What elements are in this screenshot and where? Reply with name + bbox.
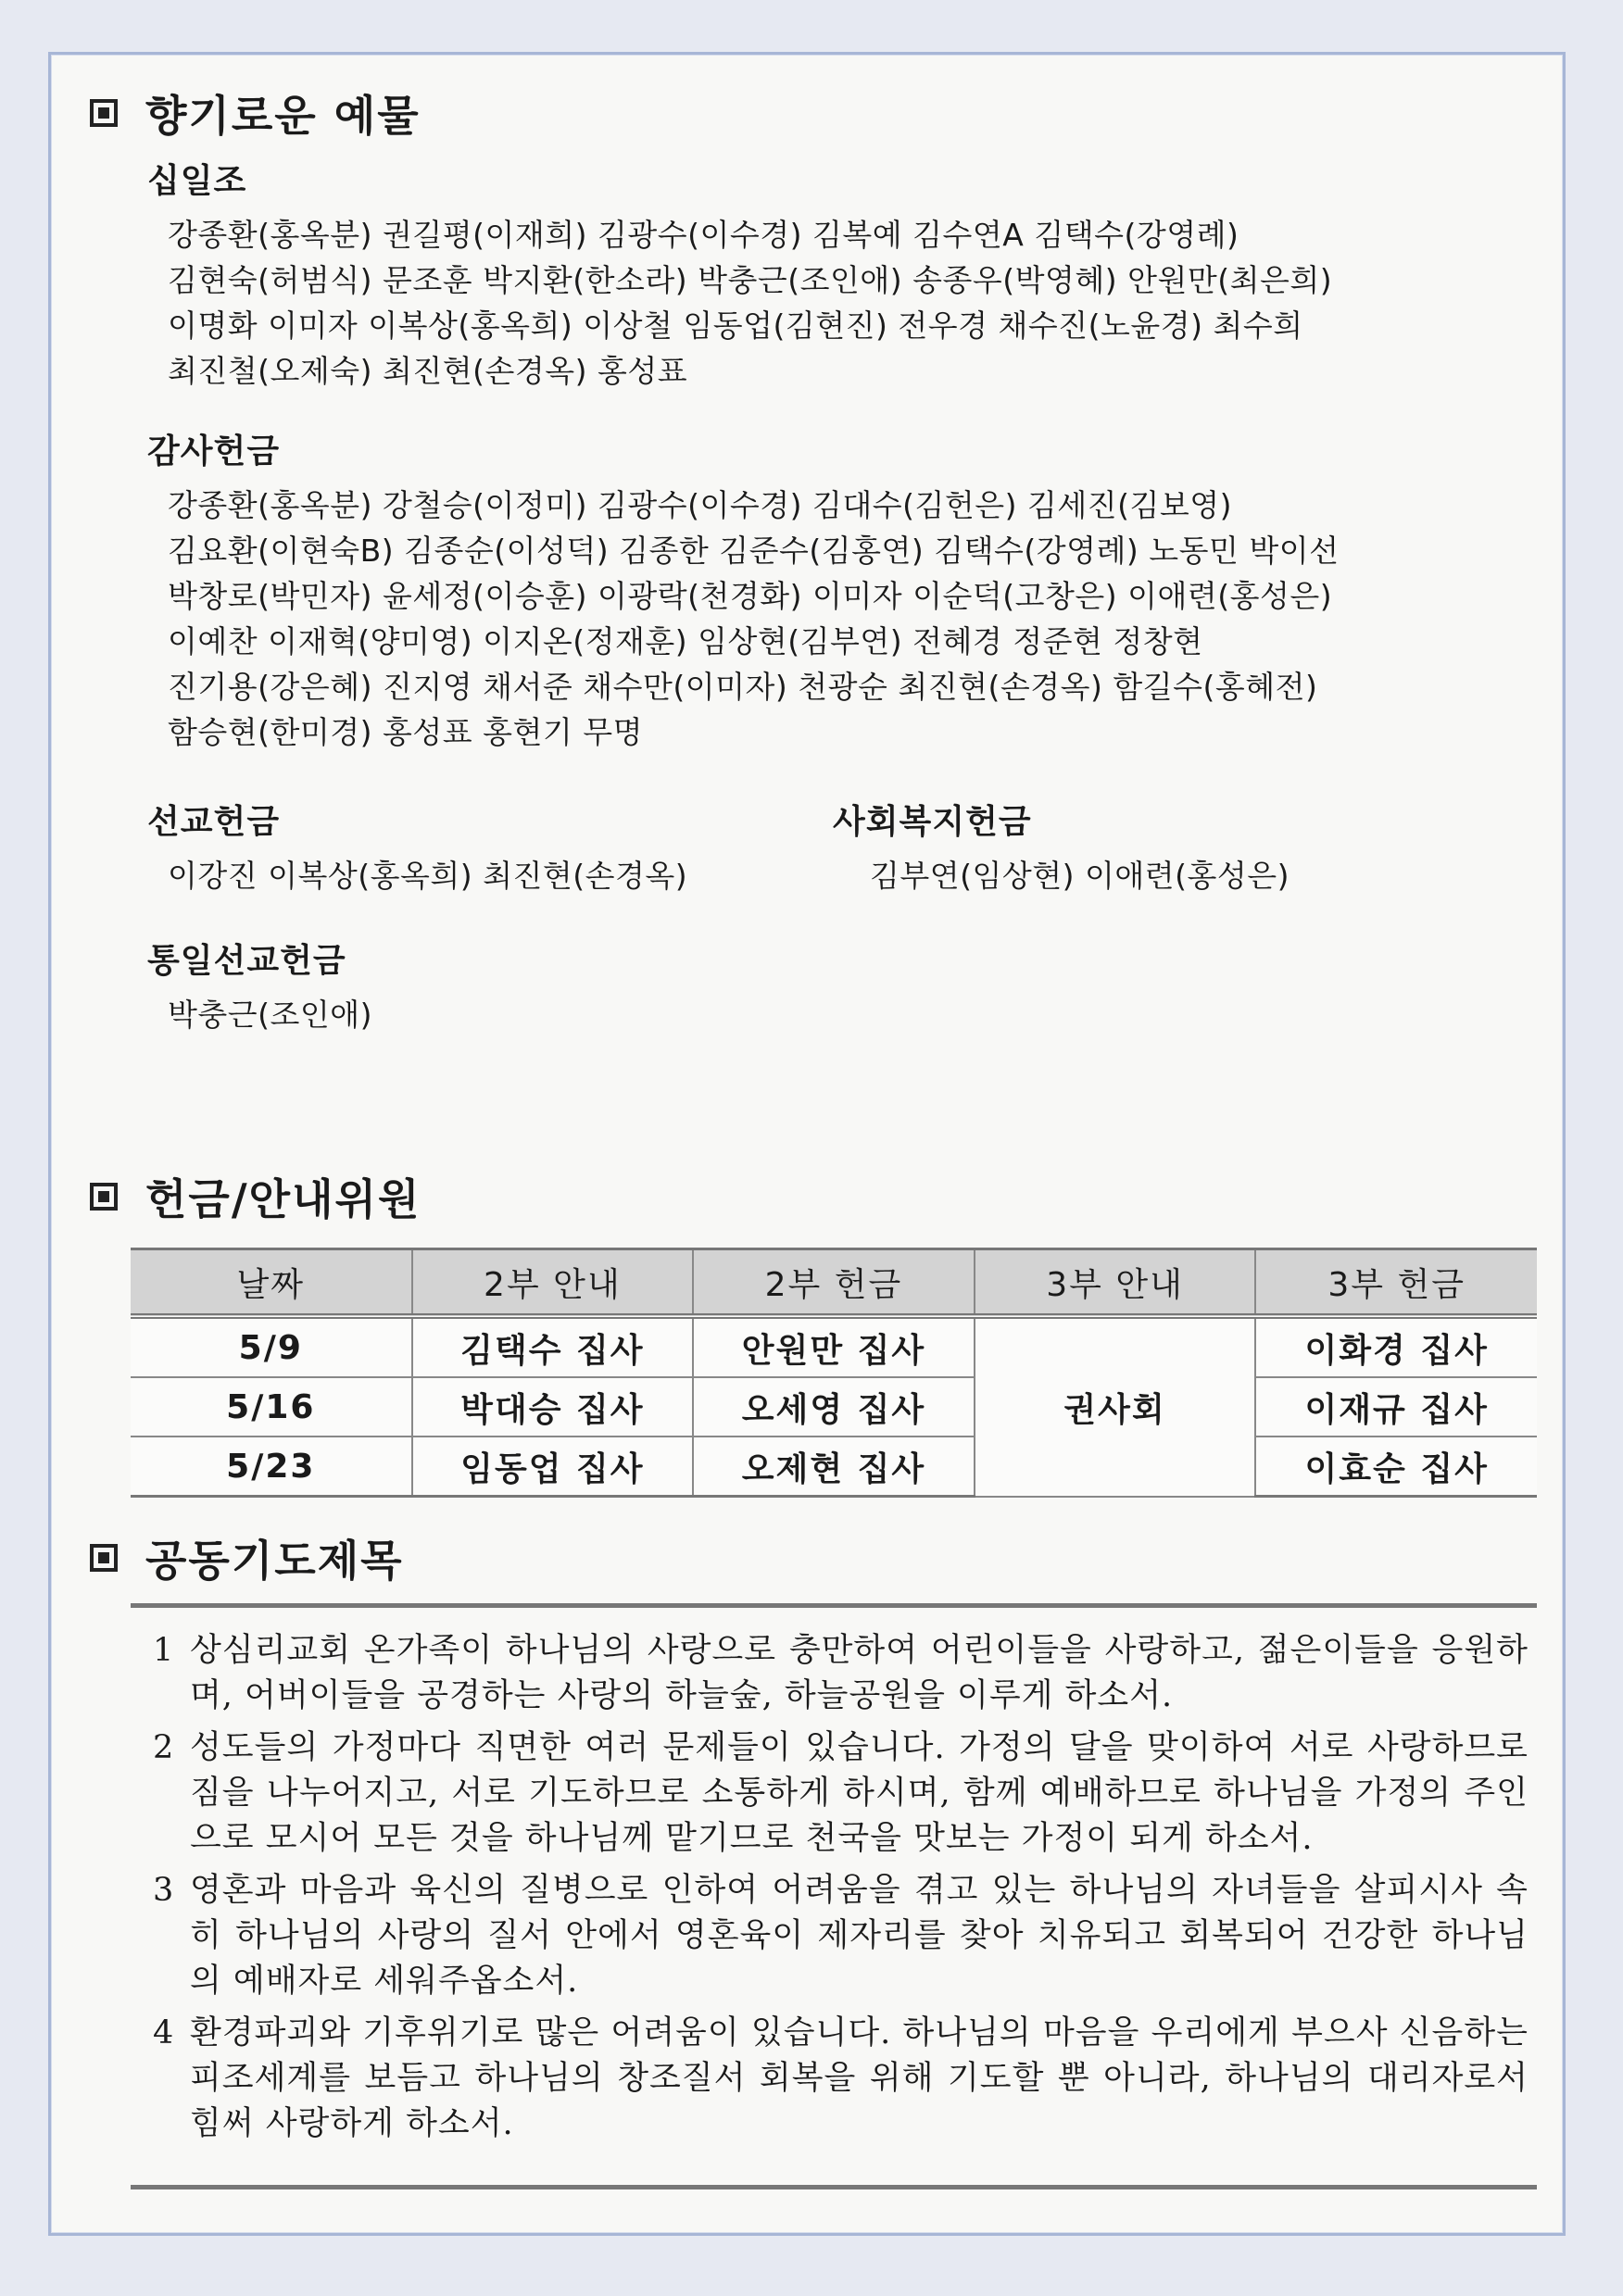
date-cell: 5/9: [131, 1316, 412, 1377]
welfare-names: 김부연(임상현) 이애련(홍성은): [870, 858, 1290, 894]
thanks-names: 강종환(홍옥분) 강철승(이정미) 김광수(이수경) 김대수(김헌은) 김세진(김보영) 김요환(이현숙B) 김종순(이성덕) 김종한 김준수(김홍연) 김택수(강영례) 노동민 박이선 박창로(박민자) 윤세정(이승훈) 이광락(천경화) 이미자 이순덕(고창은) 이애련(홍성은) 이예찬 이재혁(양미영) 이지온(정재훈) 임상현(김부연) 전혜경 정준현 정창현 진기용(강은혜) 진지영 채서준 채수만(이미자) 천광순 최진현(손경옥) 함길수(홍혜전) 함승현(한미경) 홍성표 홍현기 무명: [168, 487, 1340, 750]
date-cell: 5/23: [131, 1437, 412, 1497]
guide2-cell: 박대승 집사: [412, 1377, 694, 1437]
list-item: [153, 1628, 1529, 1719]
prayer-list: [153, 1628, 1529, 2153]
offer3-cell: 이화경 집사: [1255, 1316, 1537, 1377]
square-bullet-icon: [90, 99, 118, 127]
duty-table: [131, 1248, 1537, 1498]
tithe-heading: 십일조: [147, 162, 247, 200]
welfare-heading: 사회복지헌금: [833, 803, 1032, 841]
offerings-title-text: 향기로운 예물: [145, 91, 421, 141]
prayer-number: 1: [153, 1632, 174, 1669]
square-bullet-icon: [90, 1183, 118, 1211]
table-row: [131, 1377, 1537, 1437]
prayer-section-title: [90, 1527, 404, 1588]
duty-table-header-row: [131, 1249, 1537, 1317]
list-item: [153, 1868, 1529, 2004]
offer2-cell: 안원만 집사: [693, 1316, 975, 1377]
prayer-top-rule: [131, 1603, 1537, 1608]
prayer-text: 성도들의 가정마다 직면한 여러 문제들이 있습니다. 가정의 달을 맞이하여 서로 사랑하므로 짐을 나누어지고, 서로 기도하므로 소통하게 하시며, 함께 예배하므로 하나님을 가정의 주인으로 모시어 모든 것을 하나님께 맡기므로 천국을 맛보는 가정이 되게 하소서.: [190, 1729, 1529, 1857]
table-row: [131, 1437, 1537, 1497]
header-date: 날짜: [131, 1249, 412, 1317]
prayer-title-text: 공동기도제목: [145, 1536, 404, 1586]
guide3-merged-cell: 권사회: [975, 1316, 1256, 1497]
duty-section-title: [90, 1166, 421, 1227]
mission-heading: 선교헌금: [147, 803, 281, 841]
thanks-heading: 감사헌금: [147, 433, 281, 470]
offer2-cell: 오제현 집사: [693, 1437, 975, 1497]
prayer-number: 2: [153, 1729, 174, 1766]
header-guide-2: 2부 안내: [412, 1249, 694, 1317]
offer2-cell: 오세영 집사: [693, 1377, 975, 1437]
offer3-cell: 이효순 집사: [1255, 1437, 1537, 1497]
prayer-text: 상심리교회 온가족이 하나님의 사랑으로 충만하여 어린이들을 사랑하고, 젊은이들을 응원하며, 어버이들을 공경하는 사랑의 하늘숲, 하늘공원을 이루게 하소서.: [190, 1632, 1529, 1714]
prayer-number: 4: [153, 2014, 174, 2051]
mission-names: 이강진 이복상(홍옥희) 최진현(손경옥): [168, 858, 688, 894]
offer3-cell: 이재규 집사: [1255, 1377, 1537, 1437]
guide2-cell: 임동업 집사: [412, 1437, 694, 1497]
list-item: [153, 1725, 1529, 1862]
date-cell: 5/16: [131, 1377, 412, 1437]
square-bullet-icon: [90, 1544, 118, 1572]
header-offer-3: 3부 헌금: [1255, 1249, 1537, 1317]
duty-title-text: 헌금/안내위원: [145, 1174, 421, 1224]
table-row: [131, 1316, 1537, 1377]
prayer-text: 영혼과 마음과 육신의 질병으로 인하여 어려움을 겪고 있는 하나님의 자녀들을 살피시사 속히 하나님의 사랑의 질서 안에서 영혼육이 제자리를 찾아 치유되고 회복되어 건강한 하나님의 예배자로 세워주옵소서.: [190, 1872, 1529, 2000]
unification-heading: 통일선교헌금: [147, 942, 346, 980]
prayer-number: 3: [153, 1872, 174, 1909]
list-item: [153, 2011, 1529, 2147]
prayer-bottom-rule: [131, 2185, 1537, 2189]
tithe-names: 강종환(홍옥분) 권길평(이재희) 김광수(이수경) 김복예 김수연A 김택수(강영례) 김현숙(허범식) 문조훈 박지환(한소라) 박충근(조인애) 송종우(박영혜) 안원만(최은희) 이명화 이미자 이복상(홍옥희) 이상철 임동업(김현진) 전우경 채수진(노윤경) 최수희 최진철(오제숙) 최진현(손경옥) 홍성표: [168, 217, 1333, 389]
header-guide-3: 3부 안내: [975, 1249, 1256, 1317]
prayer-text: 환경파괴와 기후위기로 많은 어려움이 있습니다. 하나님의 마음을 우리에게 부으사 신음하는 피조세계를 보듬고 하나님의 창조질서 회복을 위해 기도할 뿐 아니라, 하나님의 대리자로서 힘써 사랑하게 하소서.: [190, 2014, 1529, 2142]
bulletin-page: [48, 52, 1566, 2236]
unification-names: 박충근(조인애): [168, 997, 373, 1033]
guide2-cell: 김택수 집사: [412, 1316, 694, 1377]
header-offer-2: 2부 헌금: [693, 1249, 975, 1317]
offerings-section-title: [90, 82, 421, 144]
